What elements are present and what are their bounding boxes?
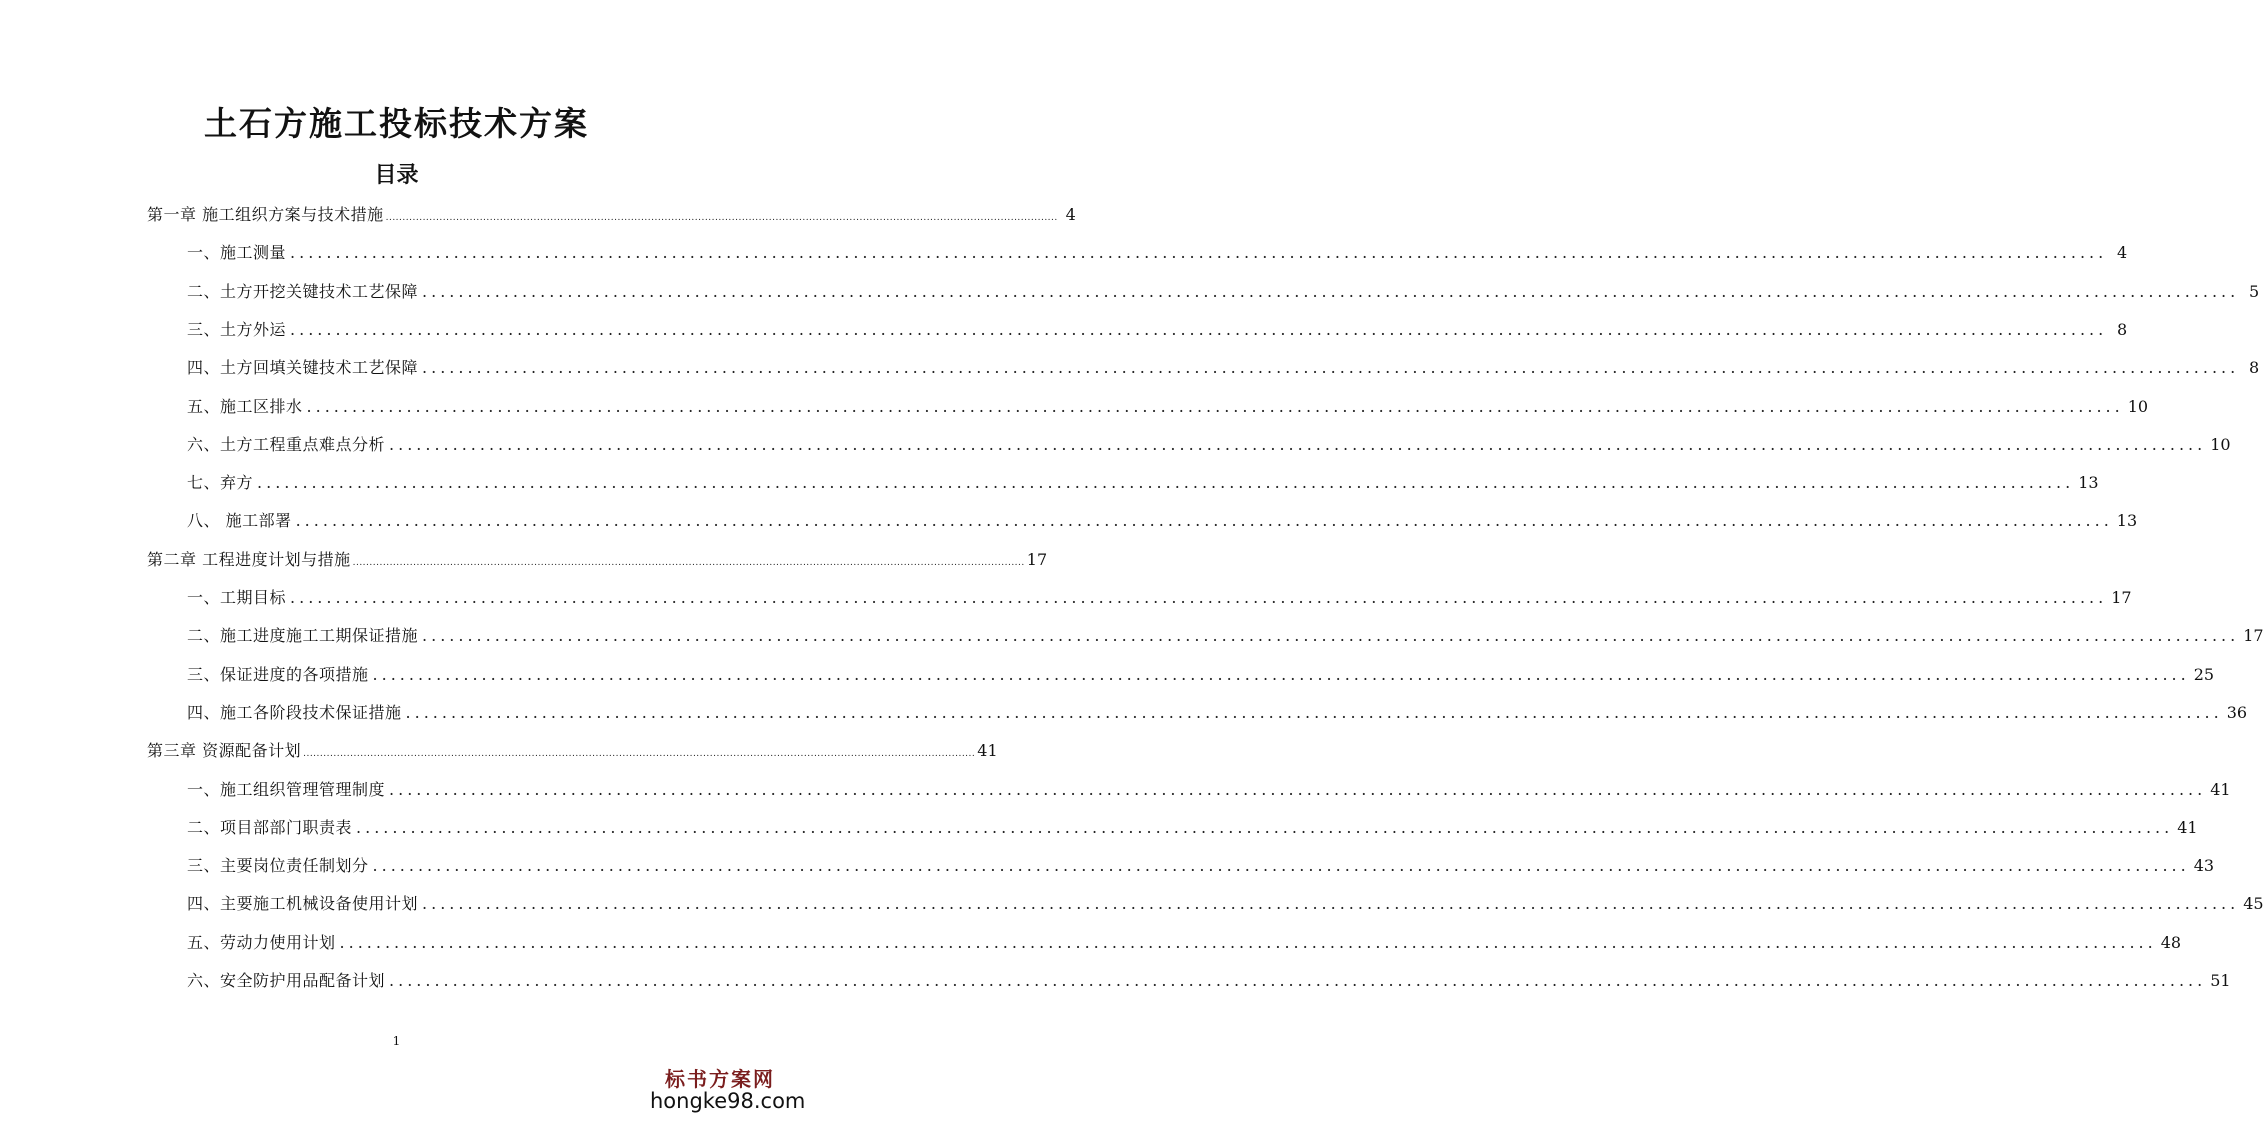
toc-section-entry (187, 473, 2099, 493)
toc-dot-leader: ........................................................................................................................................................................................................ (290, 243, 2108, 262)
toc-entry-page: 8 (2117, 320, 2128, 339)
watermark-logo (650, 1067, 806, 1113)
toc-entry-page: 17 (1026, 550, 1048, 569)
toc-dot-leader: ........................................................................................................................................................................................................ (422, 626, 2240, 645)
toc-dot-leader: ........................................................................................................................................................................................................ (352, 558, 1025, 568)
toc-dot-leader: ........................................................................................................................................................................................................ (372, 856, 2190, 875)
toc-dot-leader: ........................................................................................................................................................................................................ (295, 511, 2113, 530)
toc-entry-label: 五、施工区排水 (187, 397, 303, 416)
toc-entry-label: 二、项目部部门职责表 (187, 818, 353, 837)
toc-entry-label: 四、土方回填关键技术工艺保障 (187, 358, 419, 377)
toc-entry-page: 48 (2160, 933, 2182, 952)
toc-dot-leader: ........................................................................................................................................................................................................ (290, 320, 2108, 339)
toc-section-entry (187, 358, 2260, 378)
toc-heading: 目录 (374, 163, 419, 188)
toc-entry-label: 七、弃方 (187, 473, 254, 492)
toc-entry-page: 13 (2116, 511, 2138, 530)
toc-entry-label: 三、主要岗位责任制划分 (187, 856, 369, 875)
toc-dot-leader: ........................................................................................................................................................................................................ (385, 213, 1058, 223)
toc-entry-page: 43 (2193, 856, 2215, 875)
toc-entry-page: 4 (1065, 205, 1076, 224)
toc-section-entry (187, 933, 2182, 953)
toc-entry-page: 25 (2193, 665, 2215, 684)
toc-entry-page: 17 (2243, 626, 2264, 645)
toc-entry-label: 第一章 施工组织方案与技术措施 (147, 205, 384, 224)
watermark-name: 标书方案网 (665, 1067, 775, 1091)
toc-section-entry (187, 818, 2198, 838)
toc-dot-leader: ........................................................................................................................................................................................................ (405, 703, 2223, 722)
toc-dot-leader: ........................................................................................................................................................................................................ (389, 971, 2207, 990)
toc-entry-label: 第三章 资源配备计划 (147, 741, 302, 760)
toc-section-entry (187, 665, 2215, 685)
toc-entry-page: 45 (2243, 894, 2264, 913)
toc-dot-leader: ........................................................................................................................................................................................................ (389, 435, 2207, 454)
toc-entry-label: 一、工期目标 (187, 588, 287, 607)
toc-dot-leader: ........................................................................................................................................................................................................ (422, 358, 2240, 377)
document-title: 土石方施工投标技术方案 (204, 104, 589, 143)
toc-entry-page: 10 (2127, 397, 2149, 416)
toc-section-entry (187, 780, 2231, 800)
page-number: 1 (392, 1034, 401, 1048)
toc-entry-page: 51 (2210, 971, 2231, 990)
toc-entry-label: 三、土方外运 (187, 320, 287, 339)
toc-entry-page: 41 (977, 741, 998, 760)
toc-section-entry (187, 856, 2215, 876)
toc-dot-leader: ........................................................................................................................................................................................................ (303, 749, 976, 759)
toc-entry-label: 六、土方工程重点难点分析 (187, 435, 386, 454)
toc-dot-leader: ........................................................................................................................................................................................................ (422, 282, 2240, 301)
toc-dot-leader: ........................................................................................................................................................................................................ (356, 818, 2174, 837)
toc-section-entry (187, 894, 2264, 914)
toc-dot-leader: ........................................................................................................................................................................................................ (339, 933, 2157, 952)
toc-entry-label: 一、施工组织管理管理制度 (187, 780, 386, 799)
toc-entry-page: 5 (2249, 282, 2260, 301)
toc-section-entry (187, 588, 2132, 608)
toc-entry-label: 二、施工进度施工工期保证措施 (187, 626, 419, 645)
toc-section-entry (187, 282, 2260, 302)
toc-dot-leader: ........................................................................................................................................................................................................ (306, 397, 2124, 416)
toc-section-entry (187, 397, 2149, 417)
toc-dot-leader: ........................................................................................................................................................................................................ (372, 665, 2190, 684)
toc-section-entry (187, 511, 2138, 531)
toc-entry-page: 41 (2210, 780, 2231, 799)
toc-section-entry (187, 703, 2248, 723)
toc-entry-label: 二、土方开挖关键技术工艺保障 (187, 282, 419, 301)
watermark-url: hongke98.com (650, 1089, 806, 1113)
toc-entry-label: 一、施工测量 (187, 243, 287, 262)
toc-entry-page: 41 (2177, 818, 2198, 837)
toc-entry-label: 三、保证进度的各项措施 (187, 665, 369, 684)
toc-dot-leader: ........................................................................................................................................................................................................ (290, 588, 2108, 607)
toc-dot-leader: ........................................................................................................................................................................................................ (422, 894, 2240, 913)
toc-chapter-entry (147, 205, 1076, 228)
toc-entry-page: 4 (2117, 243, 2128, 262)
toc-entry-page: 36 (2226, 703, 2248, 722)
toc-section-entry (187, 243, 2128, 263)
toc-entry-page: 17 (2111, 588, 2132, 607)
toc-entry-label: 四、施工各阶段技术保证措施 (187, 703, 402, 722)
toc-section-entry (187, 320, 2128, 340)
toc-chapter-entry (147, 741, 998, 764)
toc-entry-page: 13 (2078, 473, 2099, 492)
toc-entry-label: 六、安全防护用品配备计划 (187, 971, 386, 990)
toc-entry-page: 10 (2210, 435, 2231, 454)
toc-entry-label: 第二章 工程进度计划与措施 (147, 550, 351, 569)
toc-entry-label: 四、主要施工机械设备使用计划 (187, 894, 419, 913)
toc-dot-leader: ........................................................................................................................................................................................................ (257, 473, 2075, 492)
toc-entry-page: 8 (2249, 358, 2260, 377)
toc-section-entry (187, 971, 2231, 991)
toc-dot-leader: ........................................................................................................................................................................................................ (389, 780, 2207, 799)
toc-chapter-entry (147, 550, 1048, 573)
toc-section-entry (187, 435, 2231, 455)
toc-entry-label: 八、 施工部署 (187, 511, 292, 530)
toc-section-entry (187, 626, 2264, 646)
toc-entry-label: 五、劳动力使用计划 (187, 933, 336, 952)
